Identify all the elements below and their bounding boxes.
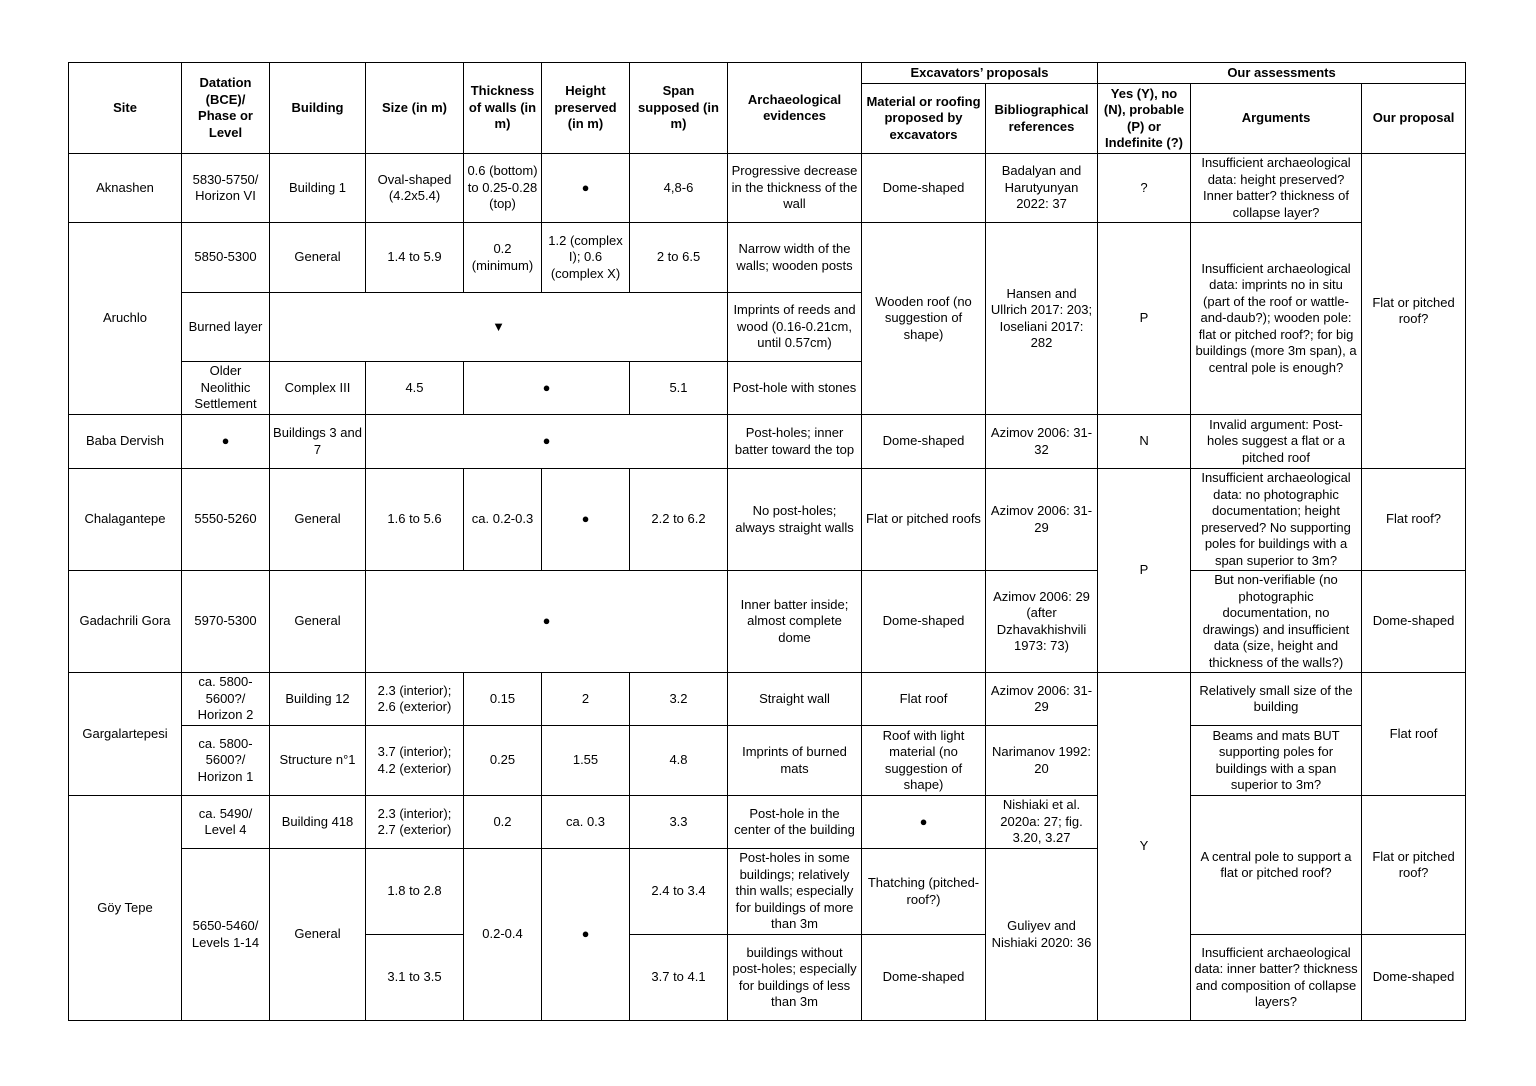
cell-evidence: Post-holes; inner batter toward the top [728,415,862,469]
cell-height: ca. 0.3 [542,796,630,849]
cell-site: Gadachrili Gora [69,571,182,673]
cell-arguments: Beams and mats BUT supporting poles for buildings with a span superior to 3m? [1191,726,1362,796]
cell-thickness: 0.25 [464,726,542,796]
cell-datation: 5970-5300 [182,571,270,673]
table-row [69,726,1466,796]
cell-biblio: Badalyan and Harutyunyan 2022: 37 [986,154,1098,223]
cell-size: 2.3 (interior); 2.7 (exterior) [366,796,464,849]
cell-material: Flat or pitched roofs [862,469,986,571]
cell-datation: ca. 5490/ Level 4 [182,796,270,849]
cell-building: General [270,469,366,571]
header-assessments-group: Our assessments [1098,63,1466,84]
cell-material: Dome-shaped [862,935,986,1021]
cell-evidence: Straight wall [728,673,862,726]
cell-material: Wooden roof (no suggestion of shape) [862,223,986,415]
cell-proposal: Flat roof? [1362,469,1466,571]
cell-yes-no: P [1098,223,1191,415]
cell-thickness: 0.15 [464,673,542,726]
cell-proposal: Dome-shaped [1362,571,1466,673]
cell-span: 2.4 to 3.4 [630,849,728,935]
header-material: Material or roofing proposed by excavators [862,84,986,154]
cell-building: General [270,571,366,673]
cell-height-dot: ● [542,154,630,223]
table-row [69,469,1466,571]
cell-span: 4.8 [630,726,728,796]
cell-span: 2 to 6.5 [630,223,728,293]
cell-biblio: Azimov 2006: 31-29 [986,673,1098,726]
cell-size: 4.5 [366,362,464,415]
cell-span: 3.7 to 4.1 [630,935,728,1021]
cell-span: 2.2 to 6.2 [630,469,728,571]
cell-biblio: Narimanov 1992: 20 [986,726,1098,796]
cell-thickness: 0.2 [464,796,542,849]
header-size: Size (in m) [366,63,464,154]
cell-datation: 5650-5460/ Levels 1-14 [182,849,270,1021]
cell-biblio: Guliyev and Nishiaki 2020: 36 [986,849,1098,1021]
cell-site: Aknashen [69,154,182,223]
header-building: Building [270,63,366,154]
cell-site: Göy Tepe [69,796,182,1021]
cell-material: Roof with light material (no suggestion of shape) [862,726,986,796]
cell-thickness: 0.2 (minimum) [464,223,542,293]
cell-yes-no: Y [1098,673,1191,1021]
cell-material: Flat roof [862,673,986,726]
cell-evidence: Post-hole with stones [728,362,862,415]
cell-datation: 5850-5300 [182,223,270,293]
header-proposal: Our proposal [1362,84,1466,154]
cell-evidence: Inner batter inside; almost complete dome [728,571,862,673]
table-row [69,571,1466,673]
cell-biblio: Azimov 2006: 31-29 [986,469,1098,571]
cell-proposal: Flat roof [1362,673,1466,796]
cell-span: 5.1 [630,362,728,415]
cell-datation: ca. 5800-5600?/ Horizon 1 [182,726,270,796]
cell-dot: ● [366,571,728,673]
cell-height: 1.2 (complex I); 0.6 (complex X) [542,223,630,293]
cell-span: 4,8-6 [630,154,728,223]
cell-size: 2.3 (interior); 2.6 (exterior) [366,673,464,726]
cell-proposal: Dome-shaped [1362,935,1466,1021]
cell-datation: Burned layer [182,293,270,362]
header-evidence: Archaeological evidences [728,63,862,154]
cell-size: 1.8 to 2.8 [366,849,464,935]
cell-arguments: A central pole to support a flat or pitched roof? [1191,796,1362,935]
cell-building: Building 1 [270,154,366,223]
cell-biblio: Azimov 2006: 31-32 [986,415,1098,469]
table-row [69,415,1466,469]
cell-span: 3.3 [630,796,728,849]
header-yes-no: Yes (Y), no (N), probable (P) or Indefinite (?) [1098,84,1191,154]
roofing-table [68,62,1466,1021]
cell-dot: ● [464,362,630,415]
cell-proposal: Flat or pitched roof? [1362,154,1466,469]
header-excavators-group: Excavators’ proposals [862,63,1098,84]
cell-evidence: Post-hole in the center of the building [728,796,862,849]
cell-evidence: buildings without post-holes; especially for buildings of less than 3m [728,935,862,1021]
cell-height-dot: ● [542,849,630,1021]
cell-height-dot: ● [542,469,630,571]
cell-proposal: Flat or pitched roof? [1362,796,1466,935]
cell-datation: 5550-5260 [182,469,270,571]
cell-building: Building 12 [270,673,366,726]
cell-arguments: But non-verifiable (no photographic documentation, no drawings) and insufficient data (size, height and thickness of the walls?) [1191,571,1362,673]
cell-yes-no: N [1098,415,1191,469]
cell-material-dot: ● [862,796,986,849]
cell-building: Buildings 3 and 7 [270,415,366,469]
cell-height: 2 [542,673,630,726]
cell-size: Oval-shaped (4.2x5.4) [366,154,464,223]
cell-thickness: ca. 0.2-0.3 [464,469,542,571]
cell-yes-no: ? [1098,154,1191,223]
cell-size: 1.6 to 5.6 [366,469,464,571]
cell-material: Dome-shaped [862,571,986,673]
cell-datation: Older Neolithic Settlement [182,362,270,415]
cell-arguments: Insufficient archaeological data: no photographic documentation; height preserved? No supporting poles for buildings with a span superior to 3m? [1191,469,1362,571]
cell-height: 1.55 [542,726,630,796]
cell-size: 3.7 (interior); 4.2 (exterior) [366,726,464,796]
header-arguments: Arguments [1191,84,1362,154]
cell-yes-no: P [1098,469,1191,673]
table-row [69,796,1466,849]
cell-site: Aruchlo [69,223,182,415]
cell-datation: ca. 5800-5600?/ Horizon 2 [182,673,270,726]
cell-size: 3.1 to 3.5 [366,935,464,1021]
cell-span: 3.2 [630,673,728,726]
cell-evidence: Post-holes in some buildings; relatively thin walls; especially for buildings of more than 3m [728,849,862,935]
cell-arguments: Relatively small size of the building [1191,673,1362,726]
cell-building: Building 418 [270,796,366,849]
cell-size: 1.4 to 5.9 [366,223,464,293]
cell-evidence: Imprints of reeds and wood (0.16-0.21cm, until 0.57cm) [728,293,862,362]
cell-material: Dome-shaped [862,415,986,469]
cell-datation: 5830-5750/ Horizon VI [182,154,270,223]
cell-arguments: Insufficient archaeological data: height preserved? Inner batter? thickness of collapse layer? [1191,154,1362,223]
table-row [69,154,1466,223]
cell-arguments: Insufficient archaeological data: imprints no in situ (part of the roof or wattle-and-daub?); wooden pole: flat or pitched roof?; for big buildings (more 3m span), a central pole is enough? [1191,223,1362,415]
cell-site: Baba Dervish [69,415,182,469]
table-row [69,223,1466,293]
cell-building: General [270,849,366,1021]
header-thickness: Thickness of walls (in m) [464,63,542,154]
cell-site: Gargalartepesi [69,673,182,796]
cell-site: Chalagantepe [69,469,182,571]
cell-evidence: Progressive decrease in the thickness of the wall [728,154,862,223]
cell-building: Structure n°1 [270,726,366,796]
header-height: Height preserved (in m) [542,63,630,154]
cell-material: Dome-shaped [862,154,986,223]
cell-biblio: Hansen and Ullrich 2017: 203; Ioseliani 2017: 282 [986,223,1098,415]
cell-datation-dot: ● [182,415,270,469]
cell-biblio: Nishiaki et al. 2020a: 27; fig. 3.20, 3.27 [986,796,1098,849]
cell-building: Complex III [270,362,366,415]
table-row [69,673,1466,726]
header-span: Span supposed (in m) [630,63,728,154]
cell-arguments: Insufficient archaeological data: inner batter? thickness and composition of collapse layers? [1191,935,1362,1021]
cell-arguments: Invalid argument: Post-holes suggest a flat or a pitched roof [1191,415,1362,469]
cell-thickness: 0.6 (bottom) to 0.25-0.28 (top) [464,154,542,223]
cell-biblio: Azimov 2006: 29 (after Dzhavakhishvili 1973: 73) [986,571,1098,673]
cell-evidence: Imprints of burned mats [728,726,862,796]
header-datation: Datation (BCE)/ Phase or Level [182,63,270,154]
cell-building: General [270,223,366,293]
cell-material: Thatching (pitched-roof?) [862,849,986,935]
header-biblio: Bibliographical references [986,84,1098,154]
cell-evidence: Narrow width of the walls; wooden posts [728,223,862,293]
header-site: Site [69,63,182,154]
cell-evidence: No post-holes; always straight walls [728,469,862,571]
cell-triangle-marker: ▼ [270,293,728,362]
cell-thickness: 0.2-0.4 [464,849,542,1021]
cell-dot: ● [366,415,728,469]
